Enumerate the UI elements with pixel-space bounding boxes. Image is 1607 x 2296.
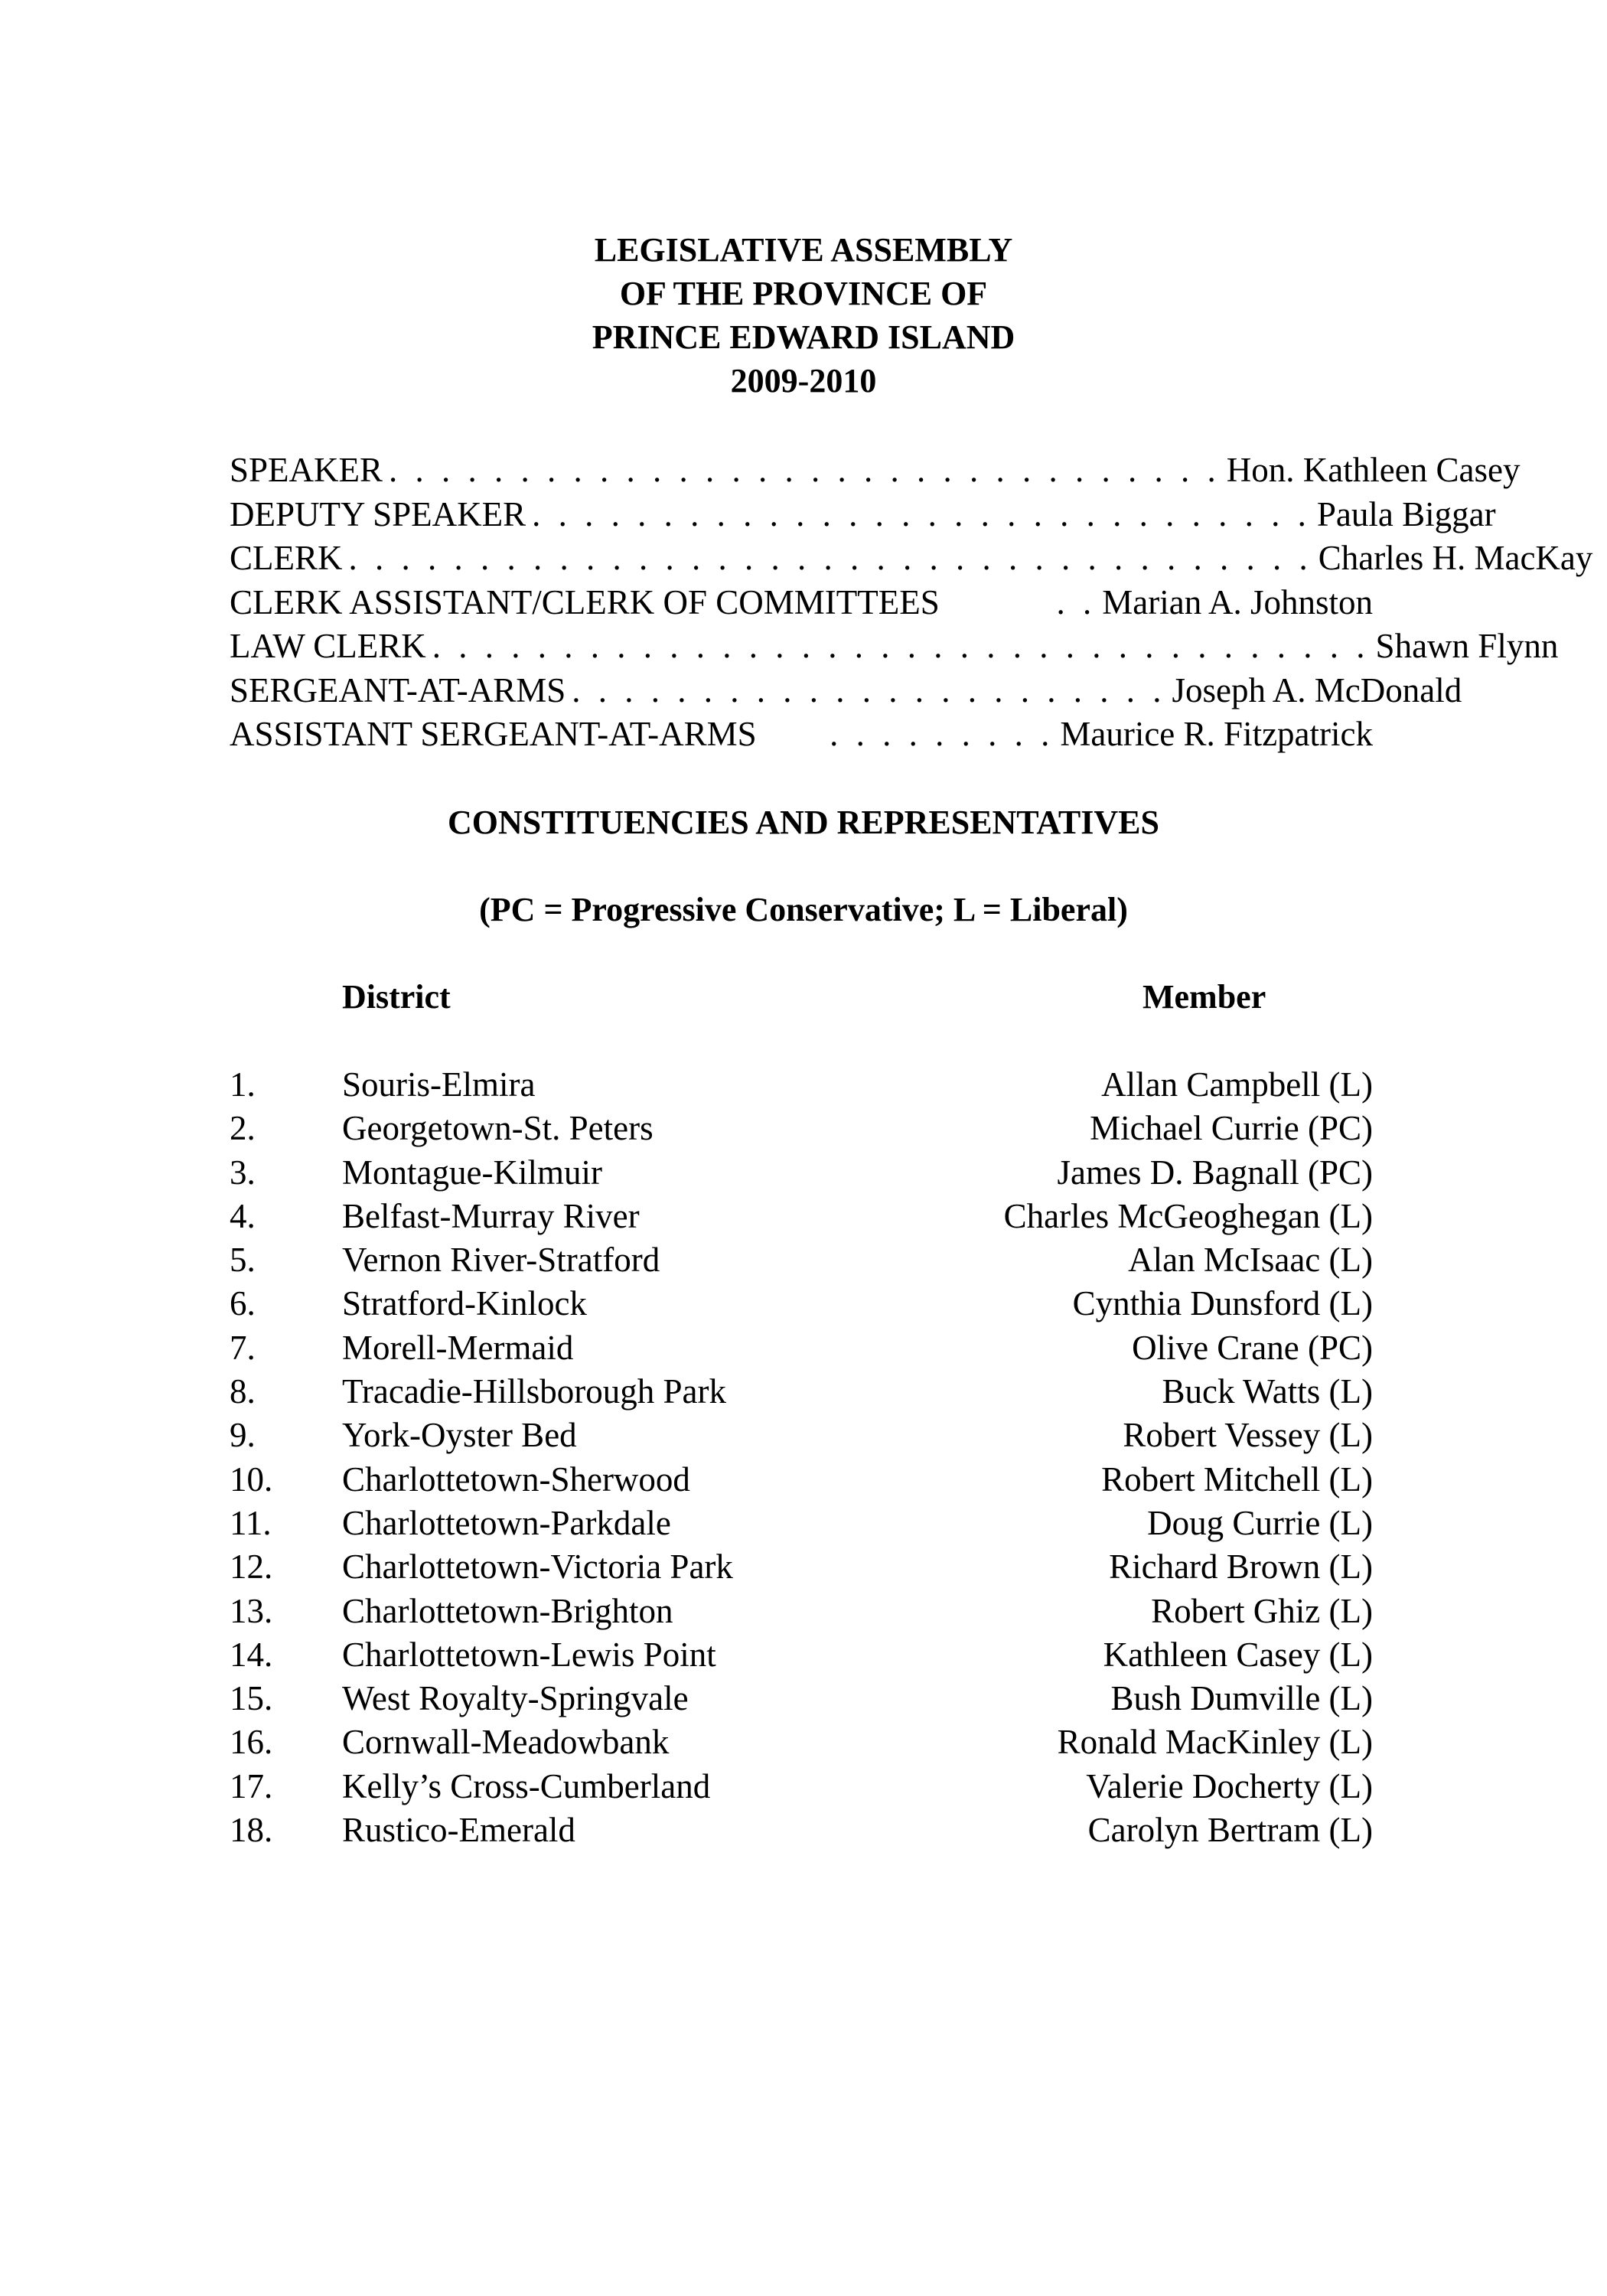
member-column-heading: Member [1143,978,1266,1016]
list-item [230,1195,1373,1238]
list-item [230,1808,1373,1852]
officers-list [230,448,1593,757]
district-number: 10. [230,1459,273,1499]
district-number: 6. [230,1284,256,1323]
constituencies-heading: CONSTITUENCIES AND REPRESENTATIVES [448,804,1159,841]
district-member: Michael Currie (PC) [1090,1109,1373,1148]
district-name: Charlottetown-Lewis Point [342,1635,716,1674]
district-number: 18. [230,1811,273,1850]
district-name: Georgetown-St. Peters [342,1109,654,1148]
district-name: Montague-Kilmuir [342,1153,602,1192]
district-name: Cornwall-Meadowbank [342,1723,670,1762]
officer-name: Marian A. Johnston [1102,582,1373,621]
district-member: Valerie Docherty (L) [1086,1766,1373,1805]
district-name: Morell-Mermaid [342,1328,574,1367]
officer-role: SPEAKER [230,451,383,489]
list-item [230,1107,1373,1150]
district-member: Buck Watts (L) [1162,1372,1373,1411]
list-item [230,1765,1373,1808]
list-item [230,1590,1373,1633]
party-legend: (PC = Progressive Conservative; L = Liberal) [479,891,1128,928]
officer-row-clerk-assistant [230,581,1373,625]
district-member: Robert Vessey (L) [1123,1416,1373,1455]
dot-leader: . . . . . . . . . . . . . . . . . . . . . . . . . . . . . . . . . . . . . [348,539,1312,577]
district-member: Kathleen Casey (L) [1103,1635,1373,1674]
district-number: 5. [230,1241,256,1280]
district-name: Charlottetown-Parkdale [342,1503,671,1542]
list-item [230,1458,1373,1502]
district-name: Stratford-Kinlock [342,1284,587,1323]
dot-leader: . . . . . . . . . . . . . . . . . . . . . . . [572,670,1166,709]
district-name: York-Oyster Bed [342,1416,577,1455]
officer-row-clerk [230,536,1593,581]
district-member: Bush Dumville (L) [1110,1679,1373,1718]
district-member: Olive Crane (PC) [1132,1328,1373,1367]
district-number: 9. [230,1416,256,1455]
list-item [230,1720,1373,1764]
officer-role: LAW CLERK [230,627,426,665]
district-number: 2. [230,1109,256,1148]
officer-row-law-clerk [230,625,1559,669]
dot-leader: . . . . . . . . . . . . . . . . . . . . . . . . . . . . . . . . . . . . [432,627,1370,665]
list-item [230,1502,1373,1545]
district-name: Charlottetown-Brighton [342,1591,673,1630]
title-line-2: OF THE PROVINCE OF [619,275,988,312]
officer-role: DEPUTY SPEAKER [230,494,526,533]
document-title [0,228,1607,403]
dot-leader: . . . . . . . . . . . . . . . . . . . . . . . . . . . . . . . . [389,451,1221,489]
district-name: West Royalty-Springvale [342,1679,689,1718]
district-member: Allan Campbell (L) [1101,1065,1373,1104]
district-number: 16. [230,1723,273,1762]
district-name: Vernon River-Stratford [342,1241,660,1280]
officer-role: CLERK [230,539,343,577]
officer-name: Joseph A. McDonald [1172,670,1462,709]
list-item [230,1633,1373,1677]
district-name: Rustico-Emerald [342,1811,575,1850]
officer-row-sergeant-at-arms [230,669,1462,713]
district-number: 14. [230,1635,273,1674]
dot-leader: . . . . . . . . . . . . . . . . . . . . . . . . . . . . . . [532,494,1311,533]
district-number: 3. [230,1153,256,1192]
list-item [230,1326,1373,1370]
officer-role: ASSISTANT SERGEANT-AT-ARMS [230,715,757,753]
district-number: 1. [230,1065,256,1104]
officer-role: SERGEANT-AT-ARMS [230,670,566,709]
district-member: Ronald MacKinley (L) [1057,1723,1373,1762]
district-member: Alan McIsaac (L) [1128,1241,1373,1280]
officer-name: Charles H. MacKay [1318,539,1593,577]
list-item [230,1370,1373,1414]
district-number: 11. [230,1503,272,1542]
district-number: 17. [230,1766,273,1805]
district-member: Carolyn Bertram (L) [1087,1811,1373,1850]
officer-row-assistant-sergeant-at-arms [230,713,1373,757]
district-member: Cynthia Dunsford (L) [1072,1284,1373,1323]
district-member: Richard Brown (L) [1109,1548,1373,1587]
district-number: 13. [230,1591,273,1630]
list-item [230,1151,1373,1195]
district-name: Souris-Elmira [342,1065,536,1104]
dot-leader: . . [1056,582,1097,621]
dot-leader: . . . . . . . . . [830,715,1054,753]
district-member: Robert Mitchell (L) [1101,1459,1373,1499]
district-name: Belfast-Murray River [342,1196,640,1235]
district-name: Charlottetown-Sherwood [342,1459,690,1499]
district-number: 4. [230,1196,256,1235]
list-item [230,1545,1373,1589]
district-name: Charlottetown-Victoria Park [342,1548,733,1587]
district-number: 7. [230,1328,256,1367]
district-column-heading: District [342,978,451,1016]
title-line-1: LEGISLATIVE ASSEMBLY [594,231,1013,269]
title-line-3: PRINCE EDWARD ISLAND [592,318,1015,356]
officer-name: Maurice R. Fitzpatrick [1060,715,1373,753]
officer-row-deputy-speaker [230,493,1496,537]
district-number: 8. [230,1372,256,1411]
list-item [230,1063,1373,1107]
officer-name: Paula Biggar [1316,494,1496,533]
district-name: Kelly’s Cross-Cumberland [342,1766,711,1805]
list-item [230,1282,1373,1326]
officer-name: Hon. Kathleen Casey [1226,451,1521,489]
title-line-year: 2009-2010 [730,362,877,400]
list-item [230,1414,1373,1457]
district-member: James D. Bagnall (PC) [1057,1153,1373,1192]
district-number: 12. [230,1548,273,1587]
list-item [230,1238,1373,1282]
district-number: 15. [230,1679,273,1718]
district-member: Robert Ghiz (L) [1151,1591,1373,1630]
district-member: Doug Currie (L) [1147,1503,1373,1542]
list-item [230,1677,1373,1720]
officer-name: Shawn Flynn [1375,627,1559,665]
districts-list [230,1063,1373,1852]
officer-role: CLERK ASSISTANT/CLERK OF COMMITTEES [230,582,940,621]
district-name: Tracadie-Hillsborough Park [342,1372,727,1411]
officer-row-speaker [230,448,1521,493]
district-member: Charles McGeoghegan (L) [1003,1196,1373,1235]
